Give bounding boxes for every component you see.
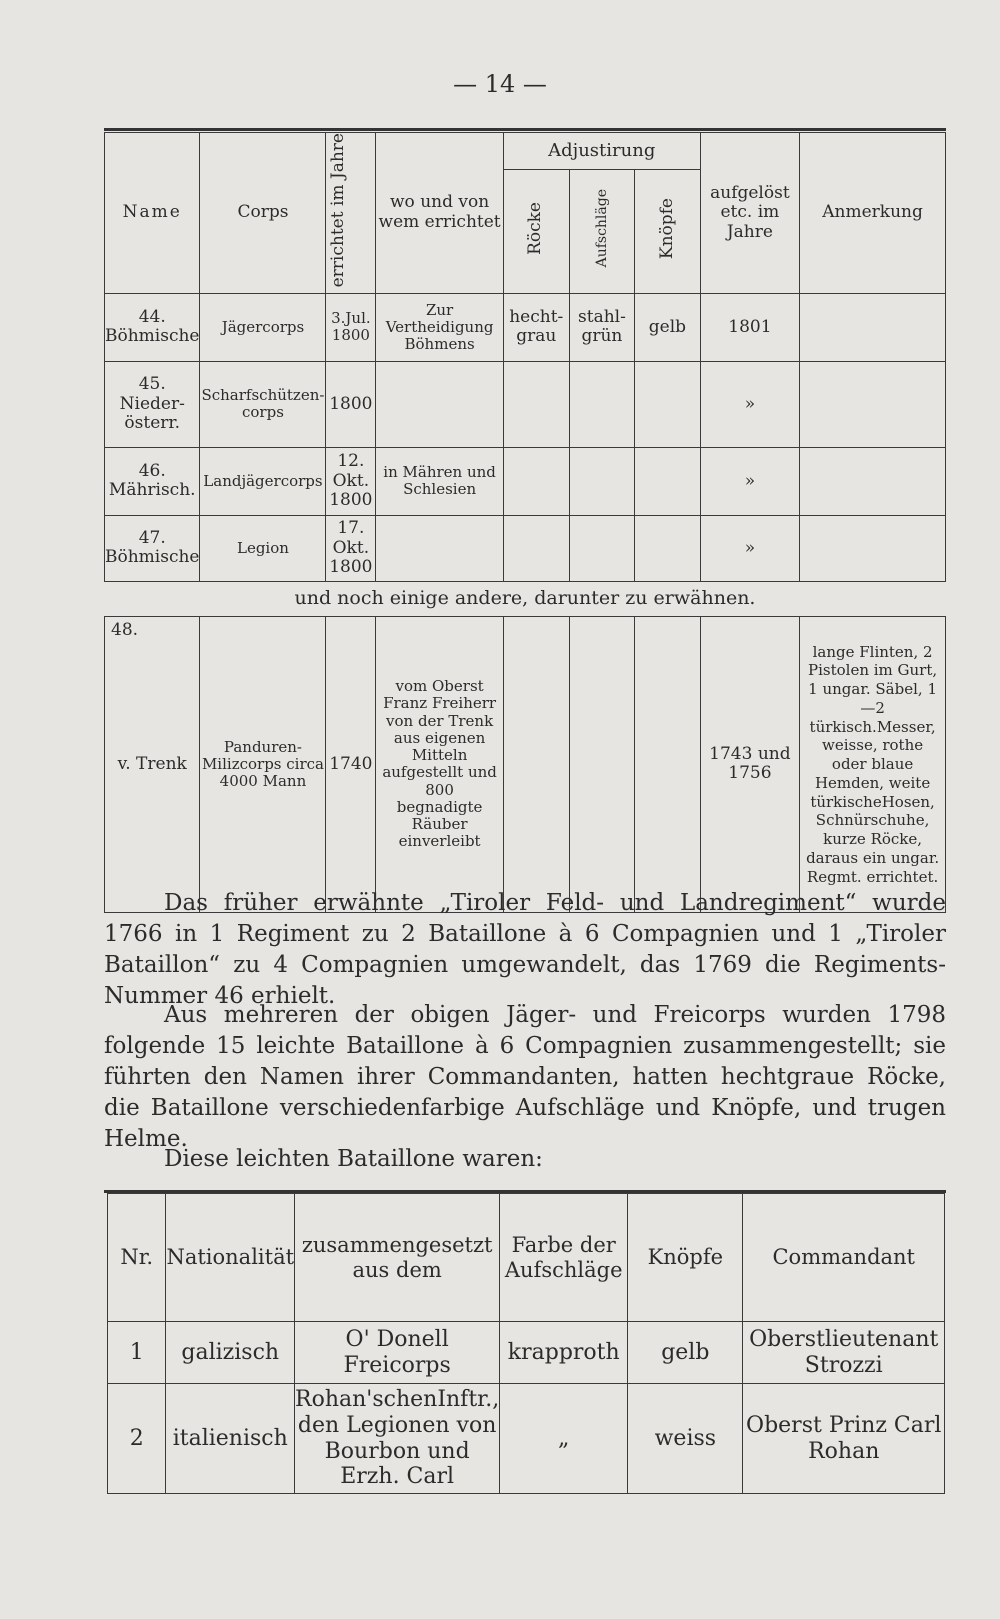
cell-name: 45. Nieder-österr. bbox=[105, 361, 200, 447]
header-anmerkung: Anmerkung bbox=[800, 133, 946, 294]
cell-roecke bbox=[503, 515, 569, 581]
cell-wo bbox=[376, 515, 504, 581]
cell-knoepfe: gelb bbox=[635, 293, 700, 361]
paragraph-1: Das früher erwähnte „Tiroler Feld- und Landregiment“ wurde 1766 in 1 Regiment zu 2 Bataillone à 6 Compagnien und 1 „Tiroler Bataillon“ zu 4 Compagnien umgewandelt, das 1769 die Regiments-Nummer 46 erhielt. bbox=[104, 890, 946, 1009]
cell-wo: Zur Vertheidigung Böhmens bbox=[376, 293, 504, 361]
cell-year: 17. Okt. 1800 bbox=[326, 515, 376, 581]
cell-anmerkung: lange Flinten, 2 Pistolen im Gurt, 1 ungar. Säbel, 1—2 türkisch.Messer, weisse, rothe oder blaue Hemden, weite türkischeHosen, Schnürschuhe, kurze Röcke, daraus ein ungar. Regmt. errichtet. bbox=[800, 616, 946, 912]
cell-zusammengesetzt: O' Donell Freicorps bbox=[295, 1322, 500, 1384]
header-commandant: Commandant bbox=[743, 1194, 945, 1322]
cell-knoepfe bbox=[635, 361, 700, 447]
cell-year: 3.Jul. 1800 bbox=[326, 293, 376, 361]
cell-year: 1800 bbox=[326, 361, 376, 447]
header-knoepfe: Knöpfe bbox=[628, 1194, 743, 1322]
cell-aufgeloest: 1743 und 1756 bbox=[700, 616, 800, 912]
header-aufschlaege: Aufschläge bbox=[569, 169, 635, 293]
bataillone-table bbox=[107, 1193, 945, 1494]
table-row bbox=[108, 1384, 945, 1494]
header-row bbox=[108, 1194, 945, 1322]
header-nationalitaet: Nationalität bbox=[166, 1194, 295, 1322]
header-zusammengesetzt: zusammengesetzt aus dem bbox=[295, 1194, 500, 1322]
cell-aufgeloest: 1801 bbox=[700, 293, 800, 361]
paragraph-3: Diese leichten Bataillone waren: bbox=[164, 1146, 543, 1172]
cell-aufschlaege: stahl-grün bbox=[569, 293, 635, 361]
cell-knoepfe bbox=[635, 447, 700, 515]
cell-knoepfe bbox=[635, 616, 700, 912]
cell-aufgeloest: » bbox=[700, 515, 800, 581]
cell-aufgeloest: » bbox=[700, 361, 800, 447]
cell-nationalitaet: galizisch bbox=[166, 1322, 295, 1384]
cell-aufschlaege bbox=[569, 447, 635, 515]
cell-anmerkung bbox=[800, 515, 946, 581]
header-wo: wo und von wem errichtet bbox=[376, 133, 504, 294]
cell-nr: 1 bbox=[108, 1322, 166, 1384]
cell-corps: Landjägercorps bbox=[200, 447, 326, 515]
table-row bbox=[105, 293, 946, 361]
cell-aufgeloest: » bbox=[700, 447, 800, 515]
cell-knoepfe: weiss bbox=[628, 1384, 743, 1494]
cell-wo: in Mähren und Schlesien bbox=[376, 447, 504, 515]
table-row bbox=[105, 515, 946, 581]
cell-roecke bbox=[503, 447, 569, 515]
cell-year: 1740 bbox=[326, 616, 376, 912]
cell-knoepfe: gelb bbox=[628, 1322, 743, 1384]
cell-nationalitaet: italienisch bbox=[166, 1384, 295, 1494]
cell-commandant: Oberst Prinz Carl Rohan bbox=[743, 1384, 945, 1494]
paragraph-2: Aus mehreren der obigen Jäger- und Freicorps wurden 1798 folgende 15 leichte Bataillone à 6 Compagnien zusammengestellt; sie führten den Namen ihrer Commandanten, hatten hechtgraue Röcke, die Bataillone verschiedenfarbige Aufschläge und Knöpfe, und trugen Helme. bbox=[104, 1002, 946, 1152]
header-farbe: Farbe der Aufschläge bbox=[500, 1194, 628, 1322]
row-number: 48. bbox=[111, 619, 139, 640]
header-name: Name bbox=[105, 133, 200, 294]
cell-anmerkung bbox=[800, 447, 946, 515]
table-row-48 bbox=[105, 616, 946, 912]
cell-anmerkung bbox=[800, 361, 946, 447]
cell-farbe: krapproth bbox=[500, 1322, 628, 1384]
cell-knoepfe bbox=[635, 515, 700, 581]
cell-corps: Panduren-Milizcorps circa 4000 Mann bbox=[200, 616, 326, 912]
cell-aufschlaege bbox=[569, 616, 635, 912]
header-roecke: Röcke bbox=[503, 169, 569, 293]
cell-roecke: hecht-grau bbox=[503, 293, 569, 361]
note-row bbox=[105, 581, 946, 616]
cell-corps: Legion bbox=[200, 515, 326, 581]
cell-corps: Scharfschützen-corps bbox=[200, 361, 326, 447]
cell-name: 44. Böhmische bbox=[105, 293, 200, 361]
cell-nr: 2 bbox=[108, 1384, 166, 1494]
cell-zusammengesetzt: Rohan'schenInftr., den Legionen von Bourbon und Erzh. Carl bbox=[295, 1384, 500, 1494]
table-row bbox=[105, 361, 946, 447]
cell-name bbox=[105, 616, 200, 912]
page-number: — 14 — bbox=[453, 70, 547, 98]
cell-wo: vom Oberst Franz Freiherr von der Trenk aus eigenen Mitteln aufgestellt und 800 begnadigte Räuber einverleibt bbox=[376, 616, 504, 912]
table-row bbox=[105, 447, 946, 515]
corps-table bbox=[104, 132, 946, 913]
header-knoepfe: Knöpfe bbox=[635, 169, 700, 293]
header-corps: Corps bbox=[200, 133, 326, 294]
header-errichtet: errichtet im Jahre bbox=[326, 133, 376, 294]
cell-name: 47. Böhmische bbox=[105, 515, 200, 581]
cell-corps: Jägercorps bbox=[200, 293, 326, 361]
header-row bbox=[105, 133, 946, 170]
cell-roecke bbox=[503, 361, 569, 447]
cell-commandant: Oberstlieutenant Strozzi bbox=[743, 1322, 945, 1384]
cell-roecke bbox=[503, 616, 569, 912]
cell-year: 12. Okt. 1800 bbox=[326, 447, 376, 515]
cell-name: 46. Mährisch. bbox=[105, 447, 200, 515]
note-text: und noch einige andere, darunter zu erwähnen. bbox=[105, 581, 946, 616]
row-name: v. Trenk bbox=[117, 753, 187, 774]
cell-aufschlaege bbox=[569, 361, 635, 447]
table-row bbox=[108, 1322, 945, 1384]
cell-farbe: „ bbox=[500, 1384, 628, 1494]
header-nr: Nr. bbox=[108, 1194, 166, 1322]
top-rule bbox=[104, 128, 946, 131]
cell-wo bbox=[376, 361, 504, 447]
cell-anmerkung bbox=[800, 293, 946, 361]
cell-aufschlaege bbox=[569, 515, 635, 581]
header-adjustirung: Adjustirung bbox=[503, 133, 700, 170]
header-aufgeloest: aufgelöst etc. im Jahre bbox=[700, 133, 800, 294]
